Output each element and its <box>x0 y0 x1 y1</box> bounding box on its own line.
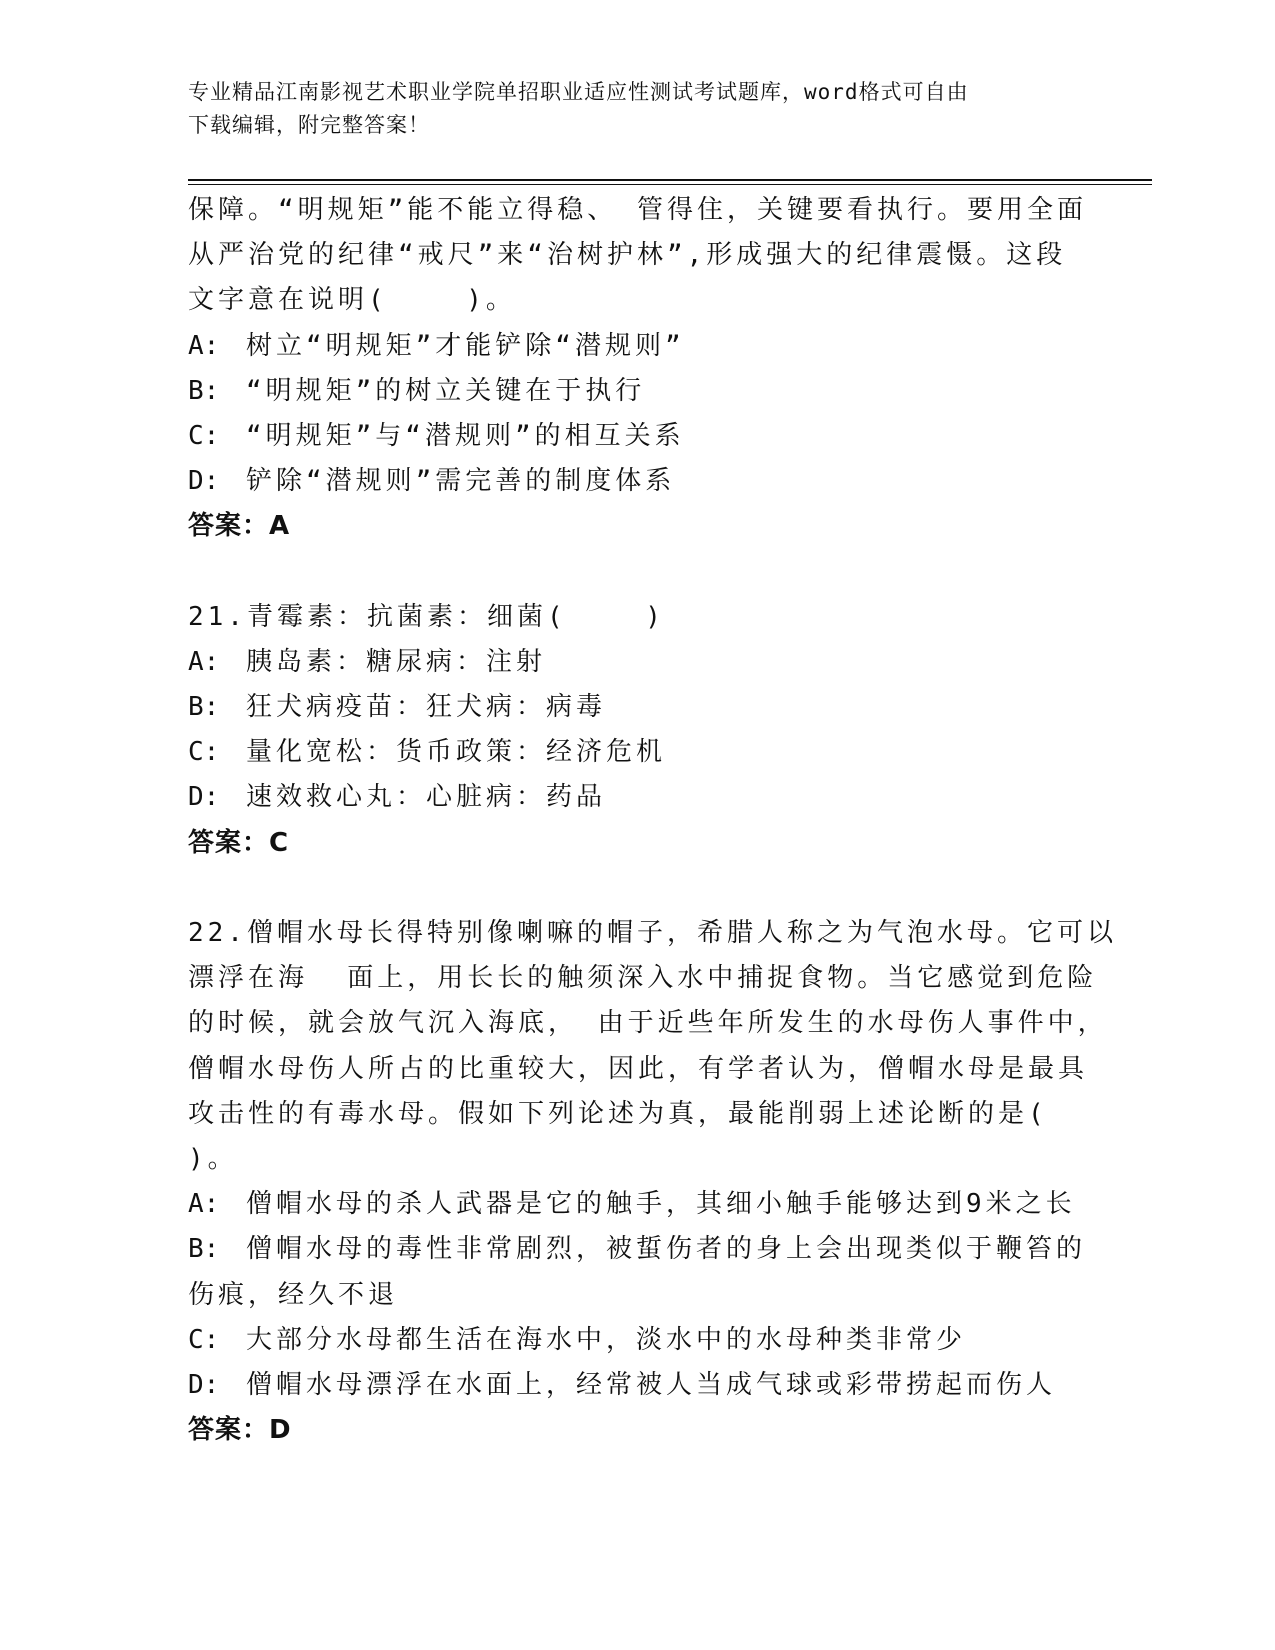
option-text: 大部分水母都生活在海水中，淡水中的水母种类非常少 <box>246 1324 967 1355</box>
answer: 答案：D <box>188 1415 292 1446</box>
question-stem-line: )。 <box>188 1143 238 1174</box>
spacer <box>188 866 1088 911</box>
answer: 答案：A <box>188 511 291 542</box>
option-a <box>188 1182 1088 1227</box>
option-label: A: <box>188 1189 220 1220</box>
option-label: D: <box>188 466 220 497</box>
option-label: A: <box>188 646 220 677</box>
option-text: 速效救心丸：心脏病：药品 <box>246 782 607 813</box>
option-label: B: <box>188 375 220 406</box>
option-text: 僧帽水母的杀人武器是它的触手，其细小触手能够达到9米之长 <box>246 1189 1076 1220</box>
option-b <box>188 369 1088 414</box>
option-label: A: <box>188 330 220 361</box>
option-text: 僧帽水母的毒性非常剧烈，被蜇伤者的身上会出现类似于鞭笞的 <box>246 1234 1087 1265</box>
question-stem-line: 文字意在说明( )。 <box>188 285 516 316</box>
option-text: 僧帽水母漂浮在水面上，经常被人当成气球或彩带捞起而伤人 <box>246 1369 1057 1400</box>
spacer <box>188 550 1088 595</box>
option-text: 量化宽松：货币政策：经济危机 <box>246 737 667 768</box>
answer: 答案：C <box>188 827 290 858</box>
question-20 <box>188 188 1088 550</box>
option-d <box>188 775 1088 820</box>
question-stem-line: 保障。“明规矩”能不能立得稳、 管得住，关键要看执行。要用全面 <box>188 195 1087 225</box>
option-label: C: <box>188 420 220 451</box>
option-text: 胰岛素：糖尿病：注射 <box>246 646 547 677</box>
question-stem-line: 漂浮在海 面上，用长长的触须深入水中捕捉食物。当它感觉到危险 <box>188 963 1098 994</box>
option-text: “明规矩”的树立关键在于执行 <box>246 375 646 406</box>
option-c <box>188 414 1088 459</box>
option-a <box>188 324 1088 369</box>
header-line-2: 下载编辑，附完整答案！ <box>188 113 430 137</box>
option-label: C: <box>188 737 220 768</box>
option-b <box>188 685 1088 730</box>
question-22 <box>188 911 1117 1453</box>
option-c <box>188 1318 1088 1363</box>
option-d <box>188 1363 1088 1408</box>
option-label: D: <box>188 1369 220 1400</box>
option-label: B: <box>188 692 220 723</box>
header-line-1: 专业精品江南影视艺术职业学院单招职业适应性测试考试题库，word格式可自由 <box>188 80 969 104</box>
option-text: “明规矩”与“潜规则”的相互关系 <box>246 420 685 451</box>
option-b <box>188 1227 1088 1272</box>
option-a <box>188 640 1088 685</box>
option-text: 铲除“潜规则”需完善的制度体系 <box>246 466 676 497</box>
question-stem-line: 的时候，就会放气沉入海底， 由于近些年所发生的水母伤人事件中， <box>188 1008 1108 1039</box>
question-stem-line: 21.青霉素：抗菌素：细菌( ) <box>188 601 665 632</box>
option-c <box>188 730 1088 775</box>
question-stem-line: 攻击性的有毒水母。假如下列论述为真，最能削弱上述论断的是( <box>188 1098 1048 1129</box>
question-stem-line: 从严治党的纪律“戒尺”来“治树护林”,形成强大的纪律震慑。这段 <box>188 240 1067 271</box>
question-stem-line: 22.僧帽水母长得特别像喇嘛的帽子，希腊人称之为气泡水母。它可以 <box>188 918 1117 948</box>
option-b-continuation: 伤痕，经久不退 <box>188 1279 399 1310</box>
question-21 <box>188 595 1088 866</box>
option-label: D: <box>188 782 220 813</box>
option-d <box>188 459 1088 504</box>
document-body <box>188 188 1117 1453</box>
option-label: C: <box>188 1324 220 1355</box>
option-text: 狂犬病疫苗：狂犬病：病毒 <box>246 692 607 723</box>
header-rule-thick <box>188 179 1152 181</box>
option-text: 树立“明规矩”才能铲除“潜规则” <box>246 330 685 361</box>
page-header <box>188 76 1068 142</box>
header-rule-thin <box>188 184 1152 185</box>
question-stem-line: 僧帽水母伤人所占的比重较大，因此，有学者认为，僧帽水母是最具 <box>188 1053 1089 1084</box>
option-label: B: <box>188 1234 220 1265</box>
